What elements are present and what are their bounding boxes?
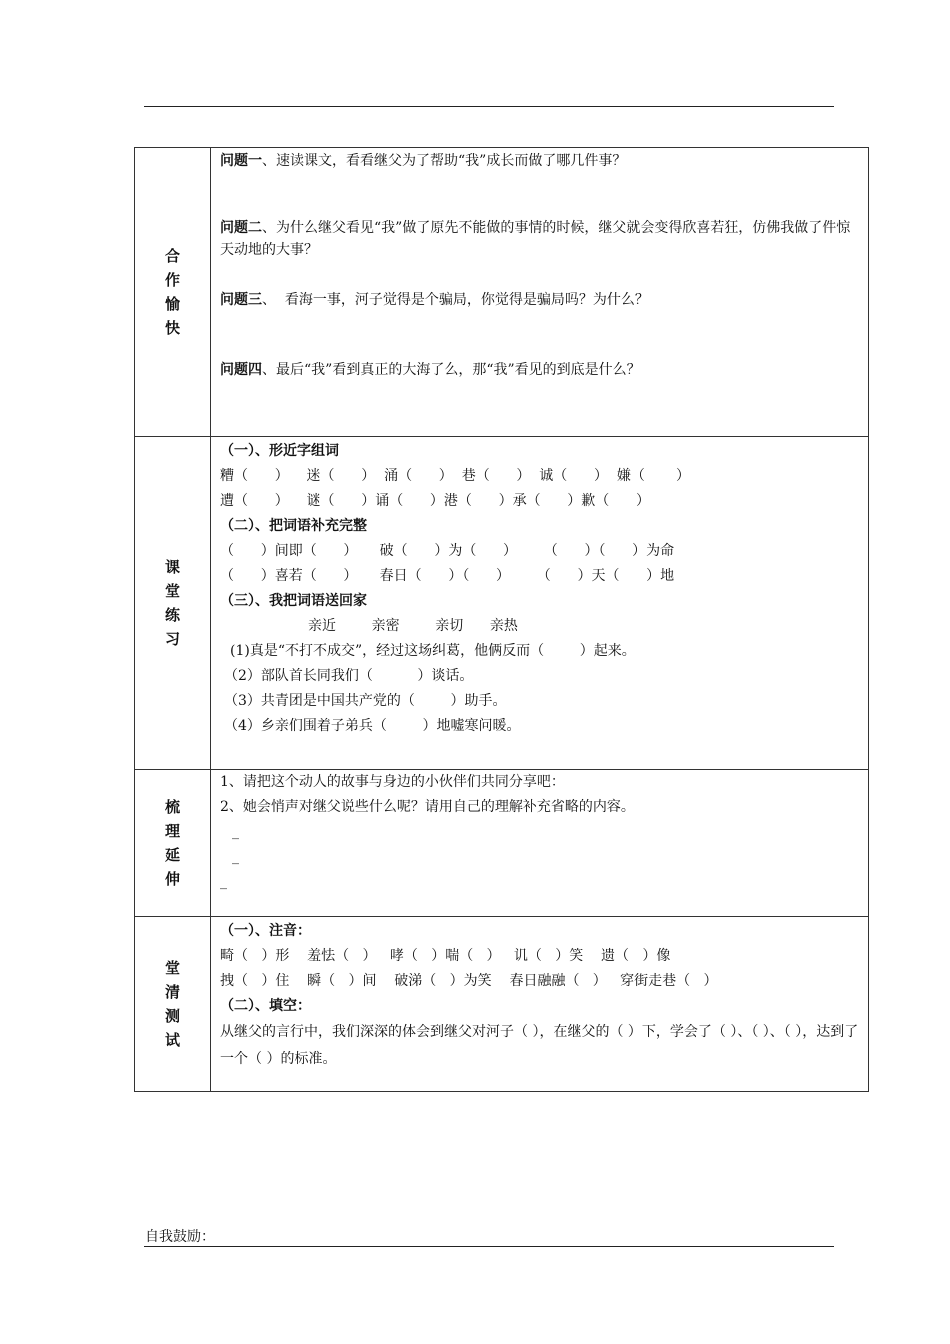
question-4 (220, 359, 860, 381)
question-4-text: 、最后“我”看到真正的大海了么，那“我”看见的到底是什么？ (262, 362, 641, 378)
section-content-practice (211, 437, 869, 770)
section-label-practice (135, 437, 211, 770)
label-char: 测 (164, 1007, 180, 1025)
label-char: 堂 (164, 582, 180, 600)
test-part-1-title: （一）、注音： (220, 923, 311, 939)
practice-part-3-title: （三）、我把词语送回家 (220, 593, 367, 609)
label-char: 合 (164, 247, 180, 265)
question-1-text: 、速读课文，看看继父为了帮助“我”成长而做了哪几件事？ (262, 153, 627, 169)
test-part-1-row: 畸（ ）形 羞怯（ ） 哮（ ）喘（ ） 讥（ ）笑 遗（ ）像 (220, 948, 671, 964)
practice-part-2-row: （ ）喜若（ ） 春日（ ）（ ） （ ）天（ ）地 (220, 568, 675, 584)
question-3 (220, 289, 860, 311)
section-cooperation-row (135, 148, 869, 437)
question-3-text: 、 看海一事，河子觉得是个骗局，你觉得是骗局吗？为什么？ (262, 292, 649, 308)
section-label-test (135, 917, 211, 1092)
question-1-title: 问题一 (220, 153, 262, 169)
label-char: 课 (164, 558, 180, 576)
worksheet-table (134, 147, 869, 1092)
practice-part-1-row: 遭（ ） 谜（ ）诵（ ）港（ ）承（ ）歉（ ） (220, 493, 651, 509)
section-content-cooperation (211, 148, 869, 437)
practice-part-2-row: （ ）间即（ ） 破（ ）为（ ） （ ）（ ）为命 (220, 543, 675, 559)
practice-part-3-words: 亲近 亲密 亲切 亲热 (308, 618, 518, 634)
label-char: 伸 (164, 870, 180, 888)
section-test-row (135, 917, 869, 1092)
practice-part-2-title: （二）、把词语补充完整 (220, 518, 367, 534)
label-char: 快 (164, 319, 180, 337)
question-2-title: 问题二 (220, 220, 262, 236)
label-char: 练 (164, 606, 180, 624)
self-encouragement-line (144, 1246, 834, 1247)
extension-blank-line: _ (232, 824, 239, 840)
section-extension-row (135, 770, 869, 917)
practice-part-3-item: （4）乡亲们围着子弟兵（ ）地嘘寒问暖。 (224, 718, 521, 734)
section-label-cooperation (135, 148, 211, 437)
label-char: 习 (164, 630, 180, 648)
label-char: 清 (164, 983, 180, 1001)
header-rule (144, 106, 834, 107)
section-practice-row (135, 437, 869, 770)
label-char: 梳 (164, 798, 180, 816)
section-content-extension (211, 770, 869, 917)
practice-part-1-title: （一）、形近字组词 (220, 443, 339, 459)
test-part-1-row: 拽（ ）住 瞬（ ）间 破涕（ ）为笑 春日融融（ ） 穿街走巷（ ） (220, 973, 718, 989)
question-3-title: 问题三 (220, 292, 262, 308)
test-part-2-title: （二）、填空： (220, 998, 311, 1014)
test-part-2-text: 从继父的言行中，我们深深的体会到继父对河子（ ），在继父的（ ）下，学会了（ ）、（ ）、（ ），达到了一个（ ）的标准。 (220, 1024, 859, 1067)
self-encouragement-label: 自我鼓励： (145, 1229, 215, 1245)
extension-blank-line: _ (220, 874, 227, 890)
label-char: 堂 (164, 959, 180, 977)
question-2 (220, 217, 860, 261)
practice-part-1-row: 糟（ ） 迷（ ） 涌（ ） 巷（ ） 诚（ ） 嫌（ ） (220, 468, 691, 484)
label-char: 作 (164, 271, 180, 289)
extension-line-2: 2、她会悄声对继父说些什么呢？请用自己的理解补充省略的内容。 (220, 799, 635, 815)
question-1 (220, 150, 860, 172)
label-char: 试 (164, 1031, 180, 1049)
practice-part-3-item: (1)真是“不打不成交”，经过这场纠葛，他俩反而（ ）起来。 (230, 643, 636, 659)
practice-part-3-item: （3）共青团是中国共产党的（ ）助手。 (224, 693, 507, 709)
extension-line-1: 1、请把这个动人的故事与身边的小伙伴们共同分享吧： (220, 774, 565, 790)
question-4-title: 问题四 (220, 362, 262, 378)
question-2-text: 、为什么继父看见“我”做了原先不能做的事情的时候，继父就会变得欣喜若狂，仿佛我做了件惊天动地的大事？ (220, 220, 851, 258)
label-char: 理 (164, 822, 180, 840)
section-content-test (211, 917, 869, 1092)
section-label-extension (135, 770, 211, 917)
label-char: 愉 (164, 295, 180, 313)
practice-part-3-item: （2）部队首长同我们（ ）谈话。 (224, 668, 474, 684)
label-char: 延 (164, 846, 180, 864)
extension-blank-line: _ (232, 849, 239, 865)
